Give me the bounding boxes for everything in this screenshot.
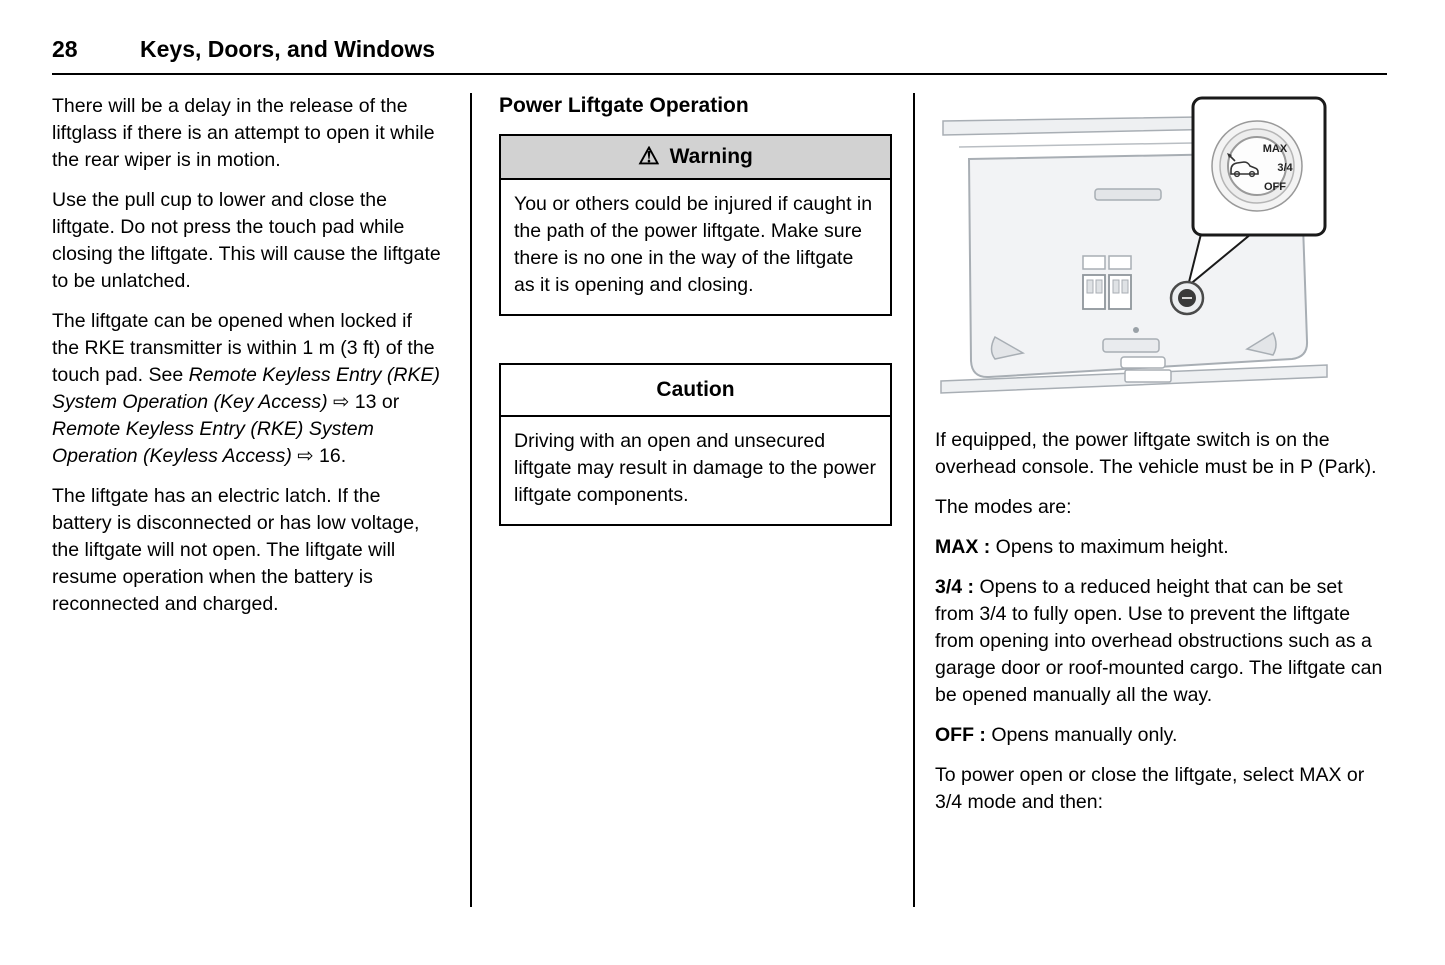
mode-three-quarter [935, 574, 1387, 709]
mode-off-label: OFF : [935, 724, 986, 746]
section-heading-power-liftgate: Power Liftgate Operation [499, 94, 749, 117]
rke-text-1: The liftgate can be opened when locked if the RKE transmitter is within 1 m (3 ft) of the touch pad. See [52, 310, 435, 386]
console-lower-slot-1 [1103, 339, 1159, 352]
mode-dial [1212, 121, 1302, 211]
paragraph-power-open: To power open or close the liftgate, select MAX or 3/4 mode and then: [935, 764, 1365, 813]
paragraph-modes-intro: The modes are: [935, 496, 1072, 518]
mode-max-desc: Opens to maximum height. [995, 536, 1229, 558]
rke-reference-key-access: Remote Keyless Entry (RKE) System Operation (Key Access) [52, 364, 441, 413]
console-sensor-dot [1133, 327, 1139, 333]
chapter-title: Keys, Doors, and Windows [140, 36, 436, 62]
warning-title: Warning [669, 145, 753, 168]
caution-title: Caution [501, 365, 890, 417]
mode-off [935, 722, 1387, 749]
dial-label-off: OFF [1264, 181, 1286, 193]
caution-body: Driving with an open and unsecured liftgate may result in damage to the power liftgate components. [514, 430, 877, 506]
rke-text-2: ⇨ 13 or [327, 391, 400, 413]
warning-box [499, 134, 892, 316]
caution-box [499, 363, 892, 526]
page-columns [52, 93, 1387, 907]
warning-triangle-icon: ⚠ [638, 143, 660, 170]
page-header [52, 36, 1387, 75]
column-divider-2 [913, 93, 915, 907]
paragraph-pull-cup: Use the pull cup to lower and close the liftgate. Do not press the touch pad while closing the liftgate. This will cause the liftgate to be unlatched. [52, 189, 441, 292]
console-lower-slot-2 [1121, 357, 1165, 368]
callout-inset [1193, 98, 1325, 235]
mode-off-desc: Opens manually only. [991, 724, 1178, 746]
liftgate-switch [1171, 282, 1203, 314]
dial-label-three-quarter: 3/4 [1277, 162, 1293, 174]
dial-label-max: MAX [1262, 143, 1288, 155]
page-number: 28 [52, 36, 78, 62]
warning-body: You or others could be injured if caught in the path of the power liftgate. Make sure there is no one in the way of the liftgate as it is opening and closing. [514, 193, 873, 296]
column-right [935, 93, 1387, 907]
paragraph-liftglass-delay: There will be a delay in the release of the liftglass if there is an attempt to open it while the rear wiper is in motion. [52, 95, 435, 171]
mode-max-label: MAX : [935, 536, 991, 558]
rke-reference-keyless-access: Remote Keyless Entry (RKE) System Operation (Keyless Access) [52, 418, 374, 467]
overhead-console-illustration [935, 93, 1331, 411]
column-middle [499, 93, 892, 907]
paragraph-electric-latch: The liftgate has an electric latch. If the battery is disconnected or has low voltage, the liftgate will not open. The liftgate will resume operation when the battery is reconnected and charged. [52, 485, 420, 615]
console-top-slot [1095, 189, 1161, 200]
paragraph-if-equipped: If equipped, the power liftgate switch is on the overhead console. The vehicle must be in P (Park). [935, 429, 1377, 478]
warning-header [501, 136, 890, 180]
column-divider-1 [470, 93, 472, 907]
mode-three-quarter-desc: Opens to a reduced height that can be set from 3/4 to fully open. Use to prevent the liftgate from opening into overhead obstructions such as a garage door or roof-mounted cargo. The liftgate can be opened manually all the way. [935, 576, 1383, 706]
paragraph-rke-references [52, 308, 442, 470]
mode-three-quarter-label: 3/4 : [935, 576, 975, 598]
column-left [52, 93, 442, 907]
mode-max [935, 534, 1387, 561]
rke-text-3: ⇨ 16. [291, 445, 347, 467]
